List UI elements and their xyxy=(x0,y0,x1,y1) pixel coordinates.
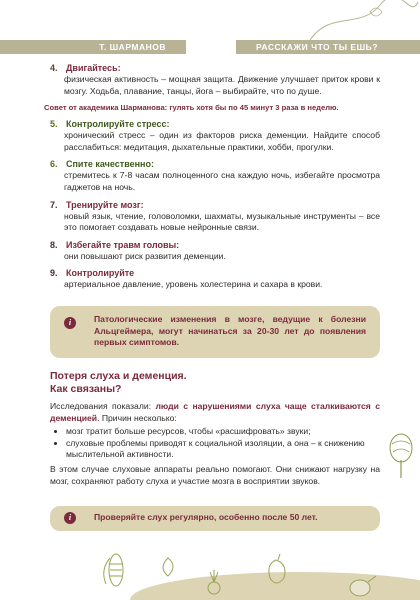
item-body: хронический стресс – один из факторов риска деменции. Найдите способ расслабиться: медитация, дыхательные практики, хобби, прогулки. xyxy=(64,130,380,152)
vegetables-illustration-icon xyxy=(0,540,420,600)
tips-list xyxy=(44,62,380,296)
list-item xyxy=(50,118,380,153)
intro-highlight: люди с нарушениями слуха чаще сталкиваются с деменцией xyxy=(50,401,380,423)
section-title-line1: Потеря слуха и деменция. xyxy=(50,370,187,382)
item-title: Контролируйте стресс: xyxy=(66,119,170,130)
info-callout-hearing xyxy=(50,506,380,531)
artichoke-icon xyxy=(384,420,418,480)
header-book-title: РАССКАЖИ ЧТО ТЫ ЕШЬ? xyxy=(256,42,378,52)
list-item xyxy=(50,199,380,234)
section-intro: Исследования показали: люди с нарушениями слуха чаще сталкиваются с деменцией. Причин несколько: xyxy=(50,401,380,423)
decorative-vine-icon xyxy=(300,0,420,45)
hearing-section xyxy=(50,370,380,487)
callout-text: Патологические изменения в мозге, ведущие к болезни Альцгеймера, могут начинаться за 20-30 лет до появления первых симптомов. xyxy=(94,314,366,348)
callout-text: Проверяйте слух регулярно, особенно после 50 лет. xyxy=(94,512,318,522)
section-outro: В этом случае слуховые аппараты реально помогают. Они снижают нагрузку на мозг, сохраняют работу слуха и участие мозга в восприятии звуков. xyxy=(50,463,380,486)
list-item xyxy=(50,267,380,291)
item-number: 8. xyxy=(50,239,58,250)
item-body: физическая активность – мощная защита. Движение улучшает приток крови к мозгу. Ходьба, плавание, танцы, йога – выбирайте, что по душе. xyxy=(64,74,380,96)
info-callout xyxy=(50,306,380,358)
list-item xyxy=(50,239,380,263)
item-number: 4. xyxy=(50,63,58,73)
item-title: Избегайте травм головы: xyxy=(66,239,180,250)
item-number: 6. xyxy=(50,159,58,170)
header-right-band xyxy=(236,40,420,54)
bottom-decoration xyxy=(0,540,420,600)
item-title: Спите качественно: xyxy=(66,159,154,170)
list-item xyxy=(50,158,380,193)
item-body: артериальное давление, уровень холестерина и сахара в крови. xyxy=(64,279,323,290)
running-header xyxy=(0,40,420,54)
item-title: Контролируйте xyxy=(66,268,135,279)
reasons-list xyxy=(50,426,380,461)
section-title-line2: Как связаны? xyxy=(50,383,122,395)
list-item xyxy=(50,62,380,97)
academic-advice: Совет от академика Шарманова: гулять хотя бы по 45 минут 3 раза в неделю. xyxy=(44,103,339,113)
item-title: Тренируйте мозг: xyxy=(66,199,144,210)
item-body: новый язык, чтение, головоломки, шахматы, музыкальные инструменты – все это помогает создавать новые нейронные связи. xyxy=(64,210,380,233)
list-item: • слуховые проблемы приводят к социальной изоляции, а она – к снижению мыслительной активности. xyxy=(66,438,380,461)
info-icon: i xyxy=(64,317,76,329)
info-icon: i xyxy=(64,512,76,524)
item-title: Двигайтесь: xyxy=(66,63,121,73)
item-number: 9. xyxy=(50,268,58,279)
item-number: 7. xyxy=(50,199,58,210)
header-left-band xyxy=(0,40,186,54)
item-body: стремитесь к 7-8 часам полноценного сна каждую ночь, избегайте просмотра гаджетов на ночь. xyxy=(64,170,380,192)
item-number: 5. xyxy=(50,119,58,130)
list-item: • мозг тратит больше ресурсов, чтобы «расшифровать» звуки; xyxy=(66,426,380,438)
header-author: Т. ШАРМАНОВ xyxy=(99,42,166,52)
item-body: они повышают риск развития деменции. xyxy=(64,250,226,261)
